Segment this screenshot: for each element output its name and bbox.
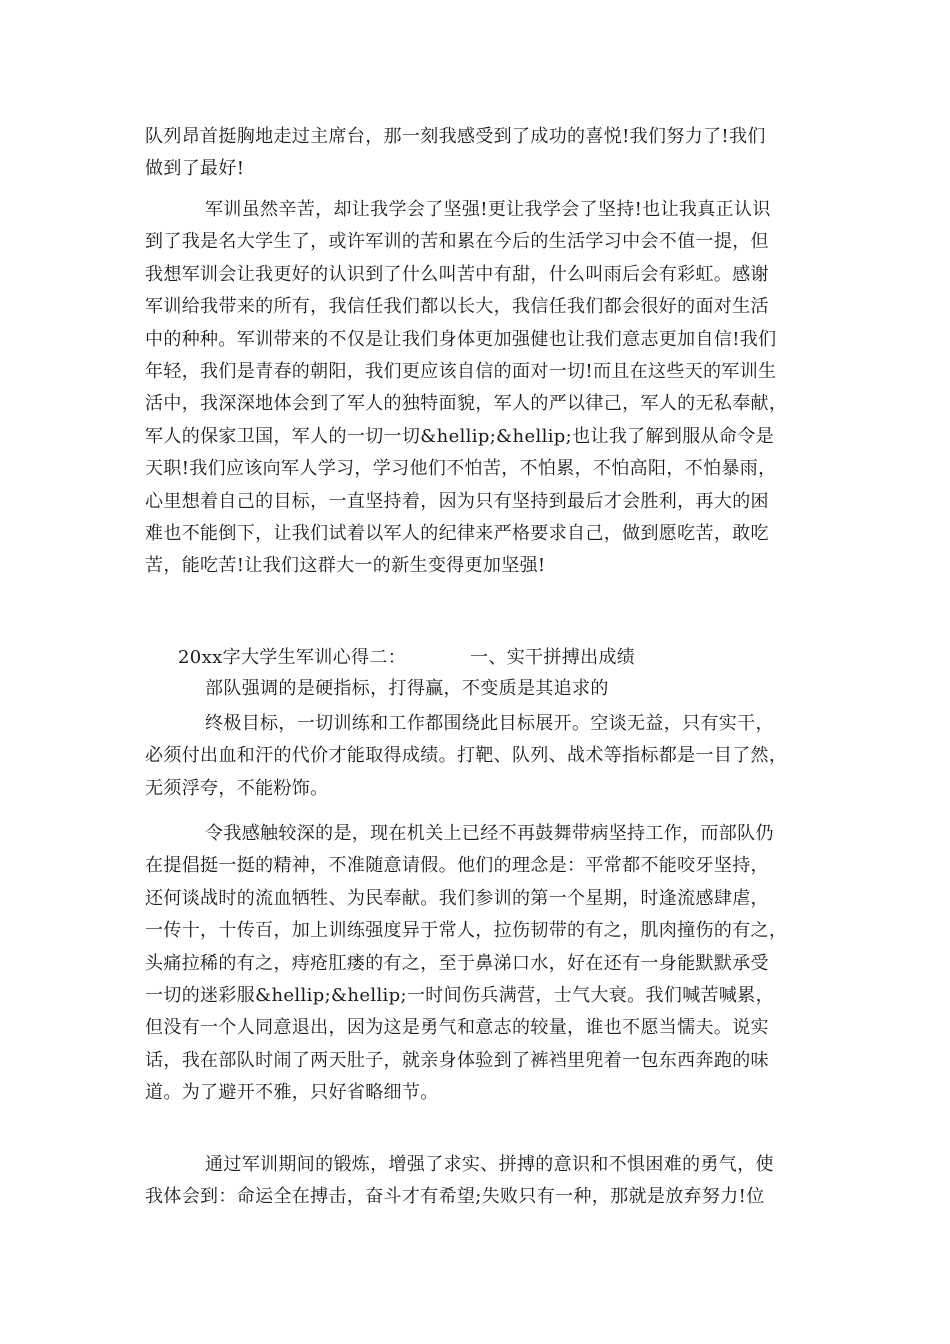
text-line: 头痛拉稀的有之，痔疮肛瘘的有之，至于鼻涕口水，好在还有一身能默默承受 — [145, 952, 769, 974]
text-line: 道。为了避开不雅，只好省略细节。 — [145, 1082, 439, 1104]
text-line: 军人的保家卫国，军人的一切一切&hellip;&hellip;也让我了解到服从命令是 — [145, 425, 774, 447]
paragraph-3 — [145, 673, 809, 705]
text-line: 心里想着自己的目标，一直坚持着，因为只有坚持到最后才会胜利，再大的困 — [145, 490, 769, 512]
text-line: 必须付出血和汗的代价才能取得成绩。打靶、队列、战术等指标都是一目了然， — [145, 745, 788, 767]
paragraph-4 — [145, 708, 809, 805]
paragraph-6 — [145, 1149, 809, 1214]
text-line: 年轻，我们是青春的朝阳，我们更应该自信的面对一切!而且在这些天的军训生 — [145, 360, 777, 382]
section-subheading: 一、实干拼搏出成绩 — [470, 647, 636, 668]
paragraph-2 — [145, 194, 809, 583]
text-line: 终极目标，一切训练和工作都围绕此目标展开。空谈无益，只有实干， — [205, 713, 774, 734]
text-line: 到了我是名大学生了，或许军训的苦和累在今后的生活学习中会不值一提，但 — [145, 231, 769, 253]
text-line: 天职!我们应该向军人学习，学习他们不怕苦，不怕累，不怕高阳，不怕暴雨， — [145, 458, 777, 480]
text-line: 一传十，十传百，加上训练强度异于常人，拉伤韧带的有之，肌肉撞伤的有之， — [145, 920, 788, 942]
text-line: 但没有一个人同意退出，因为这是勇气和意志的较量，谁也不愿当懦夫。说实 — [145, 1017, 769, 1039]
text-line: 通过军训期间的锻炼，增强了求实、拼搏的意识和不惧困难的勇气，使 — [205, 1154, 774, 1175]
paragraph-5 — [145, 818, 809, 1110]
text-line: 无须浮夸，不能粉饰。 — [145, 777, 329, 799]
section-heading: 20xx字大学生军训心得二： — [178, 647, 407, 668]
text-line: 中的种种。军训带来的不仅是让我们身体更加强健也让我们意志更加自信!我们 — [145, 328, 777, 350]
text-line: 难也不能倒下，让我们试着以军人的纪律来严格要求自己，做到愿吃苦，敢吃 — [145, 522, 769, 544]
text-line: 军训虽然辛苦，却让我学会了坚强!更让我学会了坚持!也让我真正认识 — [205, 199, 771, 220]
text-line: 活中，我深深地体会到了军人的独特面貌，军人的严以律己，军人的无私奉献， — [145, 393, 788, 415]
text-line: 一切的迷彩服&hellip;&hellip;一时间伤兵满营，士气大衰。我们喊苦喊累， — [145, 984, 774, 1006]
text-line: 队列昂首挺胸地走过主席台，那一刻我感受到了成功的喜悦!我们努力了!我们 — [145, 126, 766, 147]
text-line: 做到了最好! — [145, 158, 245, 180]
text-line: 我想军训会让我更好的认识到了什么叫苦中有甜，什么叫雨后会有彩虹。感谢 — [145, 263, 769, 285]
text-line: 我体会到：命运全在搏击，奋斗才有希望;失败只有一种，那就是放弃努力!位 — [145, 1186, 765, 1208]
text-line: 军训给我带来的所有，我信任我们都以长大，我信任我们都会很好的面对生活 — [145, 296, 769, 318]
text-line: 还何谈战时的流血牺牲、为民奉献。我们参训的第一个星期，时逢流感肆虐， — [145, 887, 769, 909]
paragraph-1 — [145, 121, 809, 186]
text-line: 部队强调的是硬指标，打得赢，不变质是其追求的 — [205, 678, 609, 699]
text-line: 在提倡挺一挺的精神，不准随意请假。他们的理念是：平常都不能咬牙坚持， — [145, 855, 769, 877]
text-line: 苦，能吃苦!让我们这群大一的新生变得更加坚强! — [145, 555, 546, 577]
text-line: 令我感触较深的是，现在机关上已经不再鼓舞带病坚持工作，而部队仍 — [205, 823, 774, 844]
text-line: 话，我在部队时闹了两天肚子，就亲身体验到了裤裆里兜着一包东西奔跑的味 — [145, 1049, 769, 1071]
